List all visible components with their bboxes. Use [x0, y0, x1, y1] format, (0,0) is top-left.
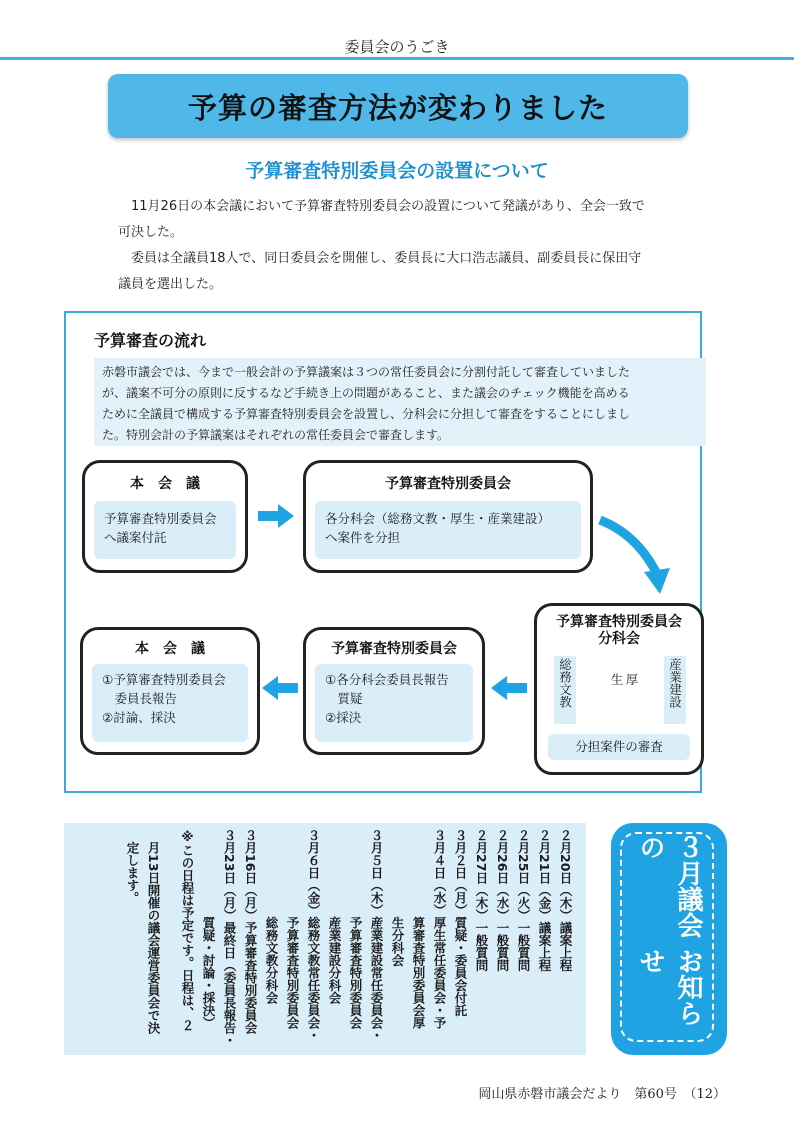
schedule-line: 予算審査特別委員会 — [285, 829, 300, 1029]
node-budget-committee-1 — [303, 460, 593, 573]
node-line: 予算審査特別委員会 — [104, 511, 217, 526]
node-line: ②討論、採決 — [102, 710, 176, 725]
col-text: 総務文教 — [557, 658, 573, 708]
flow-desc-line: ために全議員で構成する予算審査特別委員会を設置し、分科会に分担して審査をすることにしまし — [102, 407, 631, 421]
node-line: 質疑 — [325, 691, 363, 706]
subcommittee-welfare — [609, 656, 639, 724]
schedule-line: ２月25日（火）一般質問 — [516, 829, 531, 972]
node-line: ①各分科会委員長報告 — [325, 672, 449, 687]
header-rule — [0, 57, 794, 60]
node-line: ①予算審査特別委員会 — [102, 672, 226, 687]
node-line: へ案件を分担 — [325, 530, 401, 545]
node-title-line: 予算審査特別委員会 — [556, 614, 682, 630]
node-subcommittee — [534, 603, 704, 775]
arrow-curve-icon — [596, 514, 676, 596]
node-title: 本 会 議 — [130, 476, 200, 492]
badge-dashed-frame — [620, 832, 714, 1042]
node-title: 予算審査特別委員会 — [331, 641, 457, 657]
arrow-left-icon — [491, 676, 529, 700]
schedule-panel — [64, 823, 586, 1055]
schedule-columns — [120, 829, 574, 1051]
schedule-note: 月13日開催の議会運営委員会で決 — [146, 829, 161, 1034]
schedule-line: 総務文教分科会 — [264, 829, 279, 1004]
flow-description — [94, 358, 706, 446]
arrow-right-icon — [258, 504, 296, 528]
node-title — [537, 614, 701, 648]
node-body — [315, 501, 581, 559]
subtitle: 予算審査特別委員会の設置について — [245, 160, 549, 182]
node-plenary-2 — [80, 627, 260, 755]
intro-text — [118, 194, 688, 298]
intro-p1-line2: 可決した。 — [118, 225, 184, 240]
notice-badge — [611, 823, 727, 1055]
flow-heading: 予算審査の流れ — [94, 331, 207, 350]
node-body: 分担案件の審査 — [548, 734, 690, 760]
col-text: 産業建設 — [667, 658, 683, 708]
flow-desc-line: が、議案不可分の原則に反するなど手続き上の問題があること、また議会のチェック機能を高める — [102, 386, 630, 400]
schedule-line: 算審査特別委員会厚 — [411, 829, 426, 1029]
schedule-note: 定します。 — [125, 829, 140, 904]
node-line: 各分科会（総務文教・厚生・産業建設） — [325, 511, 551, 526]
schedule-line: ２月27日（木）一般質問 — [474, 829, 489, 972]
badge-line: ３月議会の — [635, 834, 703, 938]
subcommittee-general — [554, 656, 576, 724]
schedule-line: 産業建設分科会 — [327, 829, 342, 1004]
schedule-line: ３月16日（月）予算審査特別委員会 — [243, 829, 258, 1034]
flow-desc-line: た。特別会計の予算議案はそれぞれの常任委員会で審査します。 — [102, 428, 450, 442]
node-line: 委員長報告 — [102, 691, 178, 706]
schedule-note: ※この日程は予定です。日程は、２ — [180, 829, 195, 1032]
node-title-line: 分科会 — [598, 631, 640, 647]
node-line: へ議案付託 — [104, 530, 167, 545]
node-plenary-1 — [82, 460, 248, 573]
schedule-line: ３月４日（水）厚生常任委員会・予 — [432, 829, 447, 1029]
node-title: 予算審査特別委員会 — [385, 476, 511, 492]
node-budget-committee-2 — [303, 627, 485, 755]
schedule-line: 予算審査特別委員会 — [348, 829, 363, 1029]
node-body — [92, 664, 248, 742]
schedule-line: ３月６日（金）総務文教常任委員会・ — [306, 829, 321, 1042]
badge-line: お知らせ — [635, 948, 703, 1027]
intro-p2-line1: 委員は全議員18人で、同日委員会を開催し、委員長に大口浩志議員、副委員長に保田守 — [131, 251, 642, 266]
intro-p2-line2: 議員を選出した。 — [118, 277, 223, 292]
subcommittee-industry — [664, 656, 686, 724]
section-label: 委員会のうごき — [344, 38, 450, 56]
schedule-line: ３月23日（月）最終日（委員長報告・ — [222, 829, 237, 1047]
node-body — [315, 664, 473, 742]
schedule-line: ２月26日（水）一般質問 — [495, 829, 510, 972]
schedule-line: 質疑・討論・採決） — [201, 829, 216, 1029]
node-body — [94, 501, 236, 559]
page-footer: 岡山県赤磐市議会だより 第60号 （12） — [478, 1087, 726, 1102]
node-title: 本 会 議 — [135, 641, 205, 657]
schedule-line: ３月２日（月）質疑・委員会付託 — [453, 829, 468, 1017]
title-banner — [108, 74, 688, 138]
arrow-left-icon — [262, 676, 300, 700]
schedule-line: ２月20日（木）議案上程 — [558, 829, 573, 972]
node-line: ②採決 — [325, 710, 362, 725]
schedule-line: ２月21日（金）議案上程 — [537, 829, 552, 972]
col-text: 厚生 — [609, 672, 639, 710]
page-title: 予算の審査方法が変わりました — [187, 90, 608, 125]
schedule-line: 生分科会 — [390, 829, 405, 967]
badge-text — [622, 834, 716, 1040]
flow-desc-line: 赤磐市議会では、今まで一般会計の予算議案は３つの常任委員会に分割付託して審査していました — [102, 365, 631, 379]
schedule-line: ３月５日（木）産業建設常任委員会・ — [369, 829, 384, 1042]
intro-p1-line1: 11月26日の本会議において予算審査特別委員会の設置について発議があり、全会一致で — [131, 199, 645, 214]
